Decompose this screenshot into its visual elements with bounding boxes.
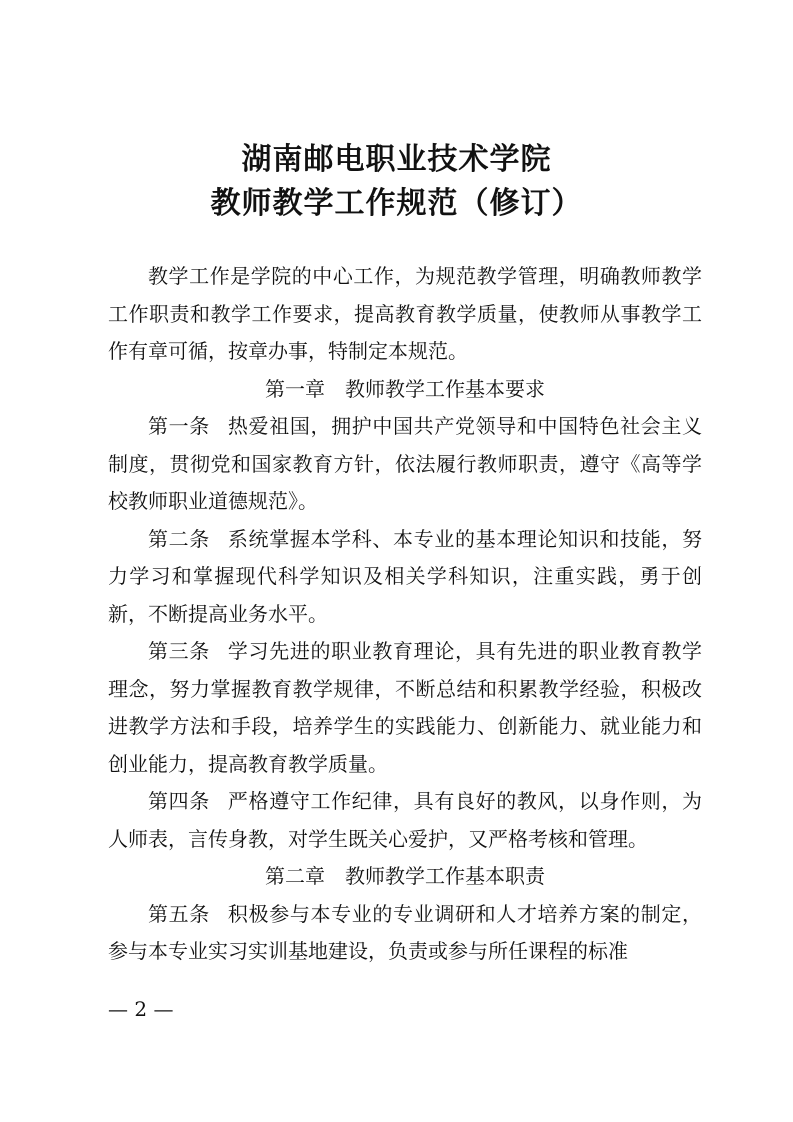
- article-label: 第四条: [148, 789, 210, 813]
- article-label: 第三条: [148, 639, 210, 663]
- article-paragraph: [108, 633, 702, 783]
- article-paragraph: [108, 521, 702, 634]
- article-paragraph: [108, 783, 702, 858]
- article-label: 第二条: [148, 526, 210, 551]
- intro-paragraph: 教学工作是学院的中心工作，为规范教学管理，明确教师教学工作职责和教学工作要求，提高教育教学质量，使教师从事教学工作有章可循，按章办事，特制定本规范。: [108, 264, 702, 363]
- chapter-heading-1: 第一章 教师教学工作基本要求: [265, 376, 545, 401]
- chapter-heading-2: 第二章 教师教学工作基本职责: [265, 864, 545, 888]
- document-title: [0, 138, 793, 226]
- article-text: 热爱祖国，拥护中国共产党领导和中国特色社会主义制度，贯彻党和国家教育方针，依法履行教师职责，遵守《高等学校教师职业道德规范》。: [108, 414, 703, 513]
- title-line-subject: 教师教学工作规范（修订）: [210, 186, 583, 221]
- article-paragraph: [108, 896, 702, 971]
- document-body: [108, 258, 702, 971]
- article-label: 第五条: [148, 901, 210, 926]
- title-line-institution: 湖南邮电职业技术学院: [241, 142, 552, 177]
- article-label: 第一条: [148, 414, 210, 438]
- page-number: — 2 —: [108, 997, 174, 1021]
- article-text: 系统掌握本学科、本专业的基本理论知识和技能，努力学习和掌握现代科学知识及相关学科知识，注重实践，勇于创新，不断提高业务水平。: [108, 526, 703, 626]
- article-text: 积极参与本专业的专业调研和人才培养方案的制定，参与本专业实习实训基地建设，负责或参与所任课程的标准: [108, 901, 703, 963]
- article-text: 学习先进的职业教育理论，具有先进的职业教育教学理念，努力掌握教育教学规律，不断总结和积累教学经验，积极改进教学方法和手段，培养学生的实践能力、创新能力、就业能力和创业能力，提高教育教学质量。: [108, 639, 703, 776]
- article-paragraph: [108, 408, 702, 521]
- article-text: 严格遵守工作纪律，具有良好的教风，以身作则，为人师表，言传身教，对学生既关心爱护，又严格考核和管理。: [108, 789, 703, 851]
